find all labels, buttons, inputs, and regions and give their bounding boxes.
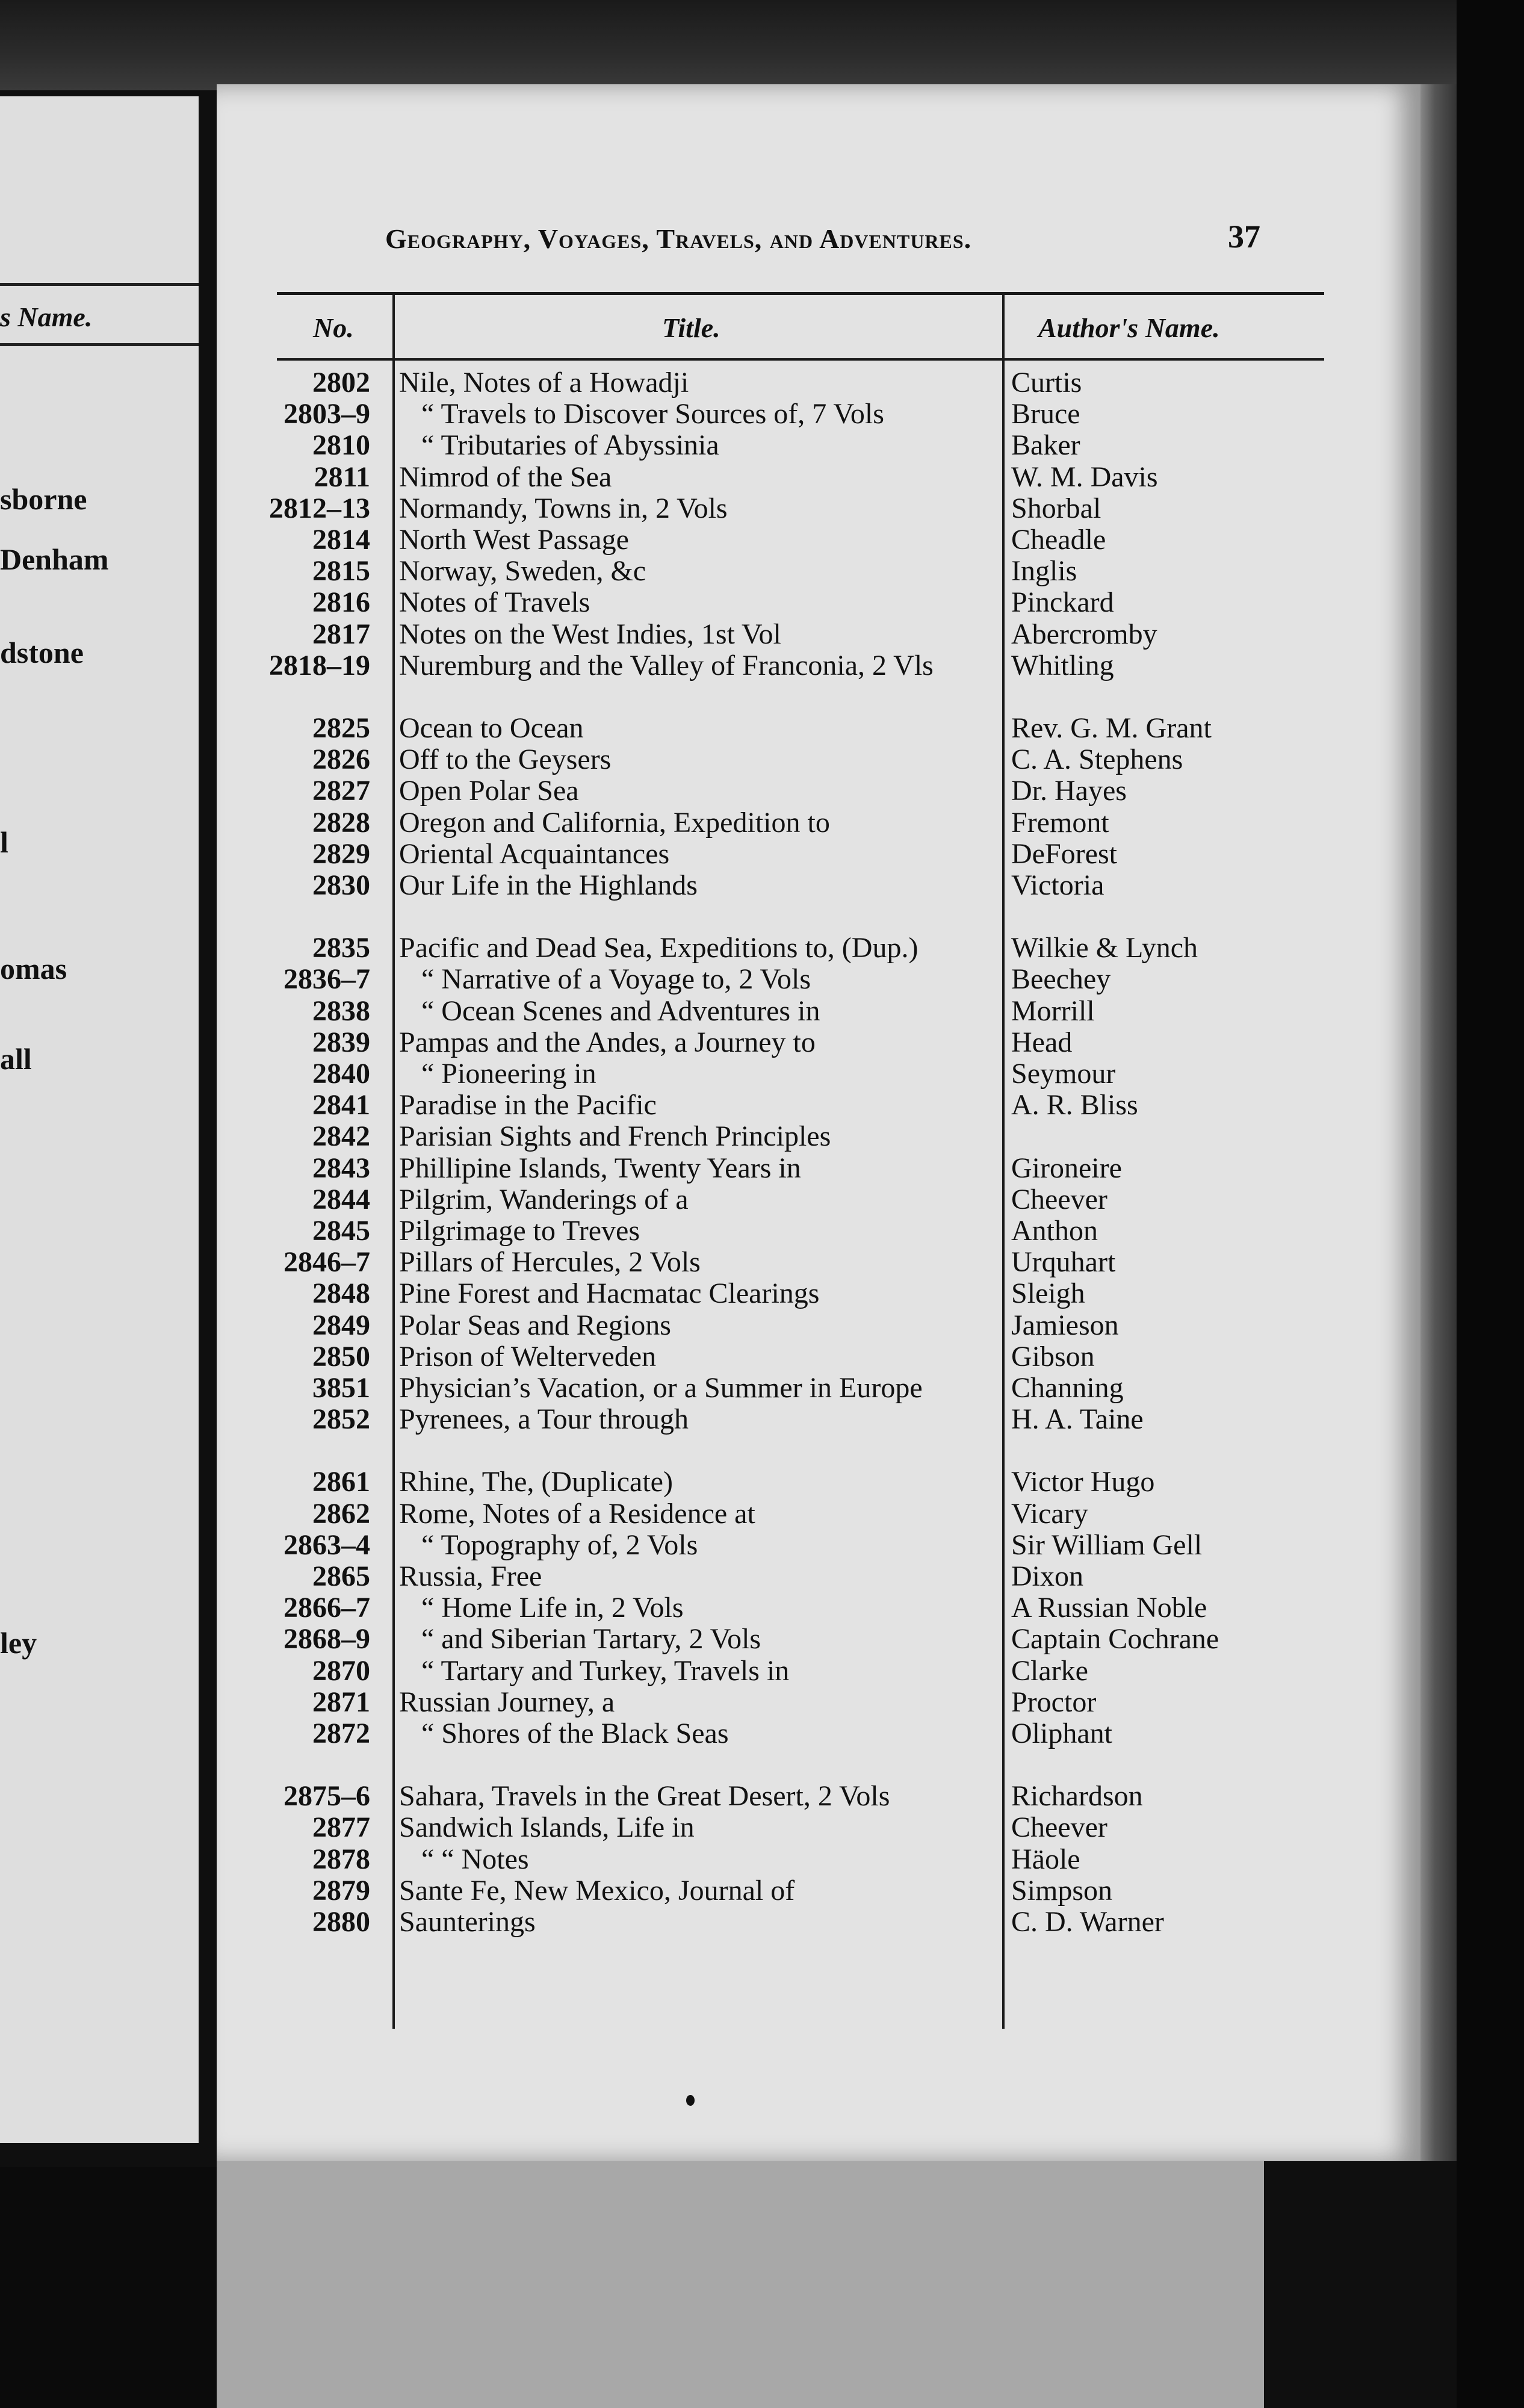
table-top-rule (277, 292, 1324, 295)
entry-title: “ Tartary and Turkey, Travels in (421, 1655, 790, 1687)
entry-number: 2810 (312, 429, 370, 461)
entry-number: 2842 (312, 1120, 370, 1152)
table-row (217, 1812, 1420, 1843)
entry-number: 2825 (312, 712, 370, 744)
entry-author: Pinckard (1011, 586, 1114, 618)
entry-title: Pilgrimage to Treves (399, 1215, 640, 1247)
entry-title: “ and Siberian Tartary, 2 Vols (421, 1623, 761, 1655)
entry-number: 2870 (312, 1655, 370, 1687)
entry-title: Norway, Sweden, &c (399, 555, 646, 587)
entry-title: Sandwich Islands, Life in (399, 1811, 695, 1843)
entry-author: Cheever (1011, 1811, 1107, 1843)
entry-author: Clarke (1011, 1655, 1088, 1687)
table-row (217, 1090, 1420, 1121)
entry-author: W. M. Davis (1011, 461, 1158, 493)
entry-title: Russia, Free (399, 1560, 542, 1592)
table-row (217, 1844, 1420, 1875)
entry-author: Curtis (1011, 367, 1082, 399)
entry-author: Seymour (1011, 1058, 1116, 1090)
entry-author: Sir William Gell (1011, 1529, 1203, 1561)
table-row (217, 399, 1420, 430)
entry-title: Sahara, Travels in the Great Desert, 2 Vols (399, 1780, 890, 1812)
entry-number: 2803–9 (283, 398, 370, 430)
entry-title: “ Tributaries of Abyssinia (421, 429, 719, 461)
facing-page-column-head: s Name. (0, 302, 93, 332)
entry-author: Shorbal (1011, 492, 1101, 524)
entry-number: 2836–7 (283, 963, 370, 995)
entry-number: 2861 (312, 1466, 370, 1498)
scan-background-top (0, 0, 1524, 90)
table-row (217, 1781, 1420, 1812)
entry-number: 2802 (312, 367, 370, 399)
entry-number: 2815 (312, 555, 370, 587)
table-row (217, 1373, 1420, 1404)
entry-title: Pampas and the Andes, a Journey to (399, 1026, 816, 1058)
entry-author: Anthon (1011, 1215, 1098, 1247)
entry-number: 2844 (312, 1184, 370, 1215)
entry-author: Head (1011, 1026, 1073, 1058)
entry-author: Oliphant (1011, 1718, 1112, 1749)
entry-author: Baker (1011, 429, 1080, 461)
entry-author: Whitling (1011, 650, 1114, 681)
entry-author: A Russian Noble (1011, 1592, 1207, 1624)
entry-title: Pillars of Hercules, 2 Vols (399, 1246, 701, 1278)
entry-author: DeForest (1011, 838, 1117, 870)
entry-author: Abercromby (1011, 618, 1157, 650)
facing-page-fragment-text: omas (0, 952, 67, 985)
entry-title: Phillipine Islands, Twenty Years in (399, 1152, 801, 1184)
entry-title: Pacific and Dead Sea, Expeditions to, (Dup.) (399, 932, 918, 964)
entry-title: “ Pioneering in (421, 1058, 596, 1090)
table-row (217, 587, 1420, 618)
catalog-page (217, 84, 1420, 2161)
entry-author: Simpson (1011, 1875, 1113, 1907)
entry-number: 3851 (312, 1372, 370, 1404)
entry-title: Nile, Notes of a Howadji (399, 367, 689, 399)
entry-title: Saunterings (399, 1906, 536, 1938)
column-head-no: No. (313, 312, 354, 343)
entry-title: Oregon and California, Expedition to (399, 807, 830, 839)
entry-number: 2866–7 (283, 1592, 370, 1624)
entry-author: Urquhart (1011, 1246, 1116, 1278)
entry-title: Rhine, The, (Duplicate) (399, 1466, 673, 1498)
table-row (217, 1404, 1420, 1435)
column-head-title: Title. (662, 312, 720, 343)
entry-author: Bruce (1011, 398, 1080, 430)
ink-spot (686, 2095, 695, 2106)
entry-author: Vicary (1011, 1498, 1088, 1530)
entry-title: Notes on the West Indies, 1st Vol (399, 618, 781, 650)
entry-author: A. R. Bliss (1011, 1089, 1138, 1121)
entry-number: 2816 (312, 586, 370, 618)
entry-title: Russian Journey, a (399, 1686, 615, 1718)
table-row (217, 1466, 1420, 1498)
table-row (217, 493, 1420, 524)
table-row (217, 430, 1420, 461)
entry-number: 2877 (312, 1811, 370, 1843)
entry-author: Fremont (1011, 807, 1109, 839)
table-row (217, 1718, 1420, 1749)
table-row (217, 556, 1420, 587)
entry-title: Rome, Notes of a Residence at (399, 1498, 755, 1530)
table-row (217, 870, 1420, 901)
entry-number: 2830 (312, 869, 370, 901)
entry-author: Cheadle (1011, 524, 1106, 556)
column-head-author: Author's Name. (1038, 312, 1220, 343)
entry-author: Captain Cochrane (1011, 1623, 1219, 1655)
entry-number: 2872 (312, 1718, 370, 1749)
table-row (217, 1278, 1420, 1309)
entry-number: 2875–6 (283, 1780, 370, 1812)
entry-author: Victoria (1011, 869, 1104, 901)
table-row (217, 807, 1420, 839)
entry-number: 2849 (312, 1309, 370, 1341)
entry-title: Polar Seas and Regions (399, 1309, 671, 1341)
entry-title: “ Narrative of a Voyage to, 2 Vols (421, 963, 811, 995)
entry-number: 2850 (312, 1341, 370, 1373)
table-row (217, 932, 1420, 964)
table-row (217, 775, 1420, 807)
entry-title: Normandy, Towns in, 2 Vols (399, 492, 728, 524)
table-row (217, 1341, 1420, 1373)
entry-title: Prison of Welterveden (399, 1341, 657, 1373)
page-number: 37 (1228, 219, 1260, 255)
facing-page-fragment-text: ley (0, 1626, 37, 1660)
entry-author: Dr. Hayes (1011, 775, 1127, 807)
entry-title: Notes of Travels (399, 586, 590, 618)
table-row (217, 839, 1420, 870)
entry-author: Rev. G. M. Grant (1011, 712, 1212, 744)
scan-background-bottom (217, 2149, 1264, 2408)
entry-number: 2811 (314, 461, 370, 493)
entry-number: 2814 (312, 524, 370, 556)
entry-number: 2880 (312, 1906, 370, 1938)
table-row (217, 1058, 1420, 1090)
table-row (217, 1624, 1420, 1655)
entry-title: “ Ocean Scenes and Adventures in (421, 995, 820, 1027)
entry-author: C. D. Warner (1011, 1906, 1164, 1938)
entry-author: Morrill (1011, 995, 1095, 1027)
entry-author: Inglis (1011, 555, 1077, 587)
entry-author: Victor Hugo (1011, 1466, 1155, 1498)
entry-number: 2829 (312, 838, 370, 870)
entry-author: Gironeire (1011, 1152, 1122, 1184)
entry-number: 2839 (312, 1026, 370, 1058)
entry-number: 2871 (312, 1686, 370, 1718)
table-row (217, 367, 1420, 399)
entry-author: Wilkie & Lynch (1011, 932, 1198, 964)
entry-number: 2841 (312, 1089, 370, 1121)
entry-title: Physician’s Vacation, or a Summer in Europe (399, 1372, 923, 1404)
entry-number: 2862 (312, 1498, 370, 1530)
table-row (217, 1498, 1420, 1530)
table-row (217, 1027, 1420, 1058)
entry-number: 2863–4 (283, 1529, 370, 1561)
entry-title: Our Life in the Highlands (399, 869, 698, 901)
entry-number: 2828 (312, 807, 370, 839)
entry-number: 2879 (312, 1875, 370, 1907)
page-edge-shadow (1420, 84, 1457, 2161)
entry-number: 2848 (312, 1277, 370, 1309)
table-row (217, 650, 1420, 681)
table-row (217, 1184, 1420, 1215)
entry-author: Beechey (1011, 963, 1111, 995)
entry-author: Gibson (1011, 1341, 1095, 1373)
table-row (217, 744, 1420, 775)
entry-title: Nimrod of the Sea (399, 461, 612, 493)
table-row (217, 1153, 1420, 1184)
table-row (217, 713, 1420, 744)
entry-author: Cheever (1011, 1184, 1107, 1215)
table-row (217, 964, 1420, 995)
entry-title: “ “ Notes (421, 1843, 529, 1875)
entry-number: 2818–19 (269, 650, 370, 681)
entry-author: Channing (1011, 1372, 1124, 1404)
entry-title: Pilgrim, Wanderings of a (399, 1184, 689, 1215)
table-row (217, 462, 1420, 493)
entry-number: 2812–13 (269, 492, 370, 524)
entry-title: Pyrenees, a Tour through (399, 1403, 689, 1435)
entry-author: Jamieson (1011, 1309, 1119, 1341)
scan-background-right (1457, 0, 1524, 2408)
entry-number: 2817 (312, 618, 370, 650)
entry-number: 2878 (312, 1843, 370, 1875)
entry-author: Häole (1011, 1843, 1080, 1875)
table-row (217, 1592, 1420, 1624)
facing-page-fragment (0, 96, 199, 2143)
facing-page-fragment-text: all (0, 1042, 32, 1076)
entry-title: “ Topography of, 2 Vols (421, 1529, 698, 1561)
entry-author: Dixon (1011, 1560, 1083, 1592)
entry-title: Ocean to Ocean (399, 712, 584, 744)
table-row (217, 1687, 1420, 1718)
entry-number: 2846–7 (283, 1246, 370, 1278)
facing-page-fragment-text: Denham (0, 542, 109, 576)
facing-page-fragment-text: l (0, 825, 8, 859)
entry-author: H. A. Taine (1011, 1403, 1144, 1435)
entry-title: Pine Forest and Hacmatac Clearings (399, 1277, 820, 1309)
entry-title: Nuremburg and the Valley of Franconia, 2 Vls (399, 650, 934, 681)
entry-number: 2843 (312, 1152, 370, 1184)
facing-page-fragment-text: sborne (0, 482, 87, 516)
entry-number: 2835 (312, 932, 370, 964)
entry-number: 2838 (312, 995, 370, 1027)
entry-number: 2868–9 (283, 1623, 370, 1655)
entry-title: “ Shores of the Black Seas (421, 1718, 729, 1749)
table-row (217, 1530, 1420, 1561)
entry-number: 2865 (312, 1560, 370, 1592)
table-row (217, 524, 1420, 556)
facing-page-fragment-text: dstone (0, 636, 84, 669)
facing-page-rule-head (0, 343, 199, 346)
entry-number: 2827 (312, 775, 370, 807)
table-row (217, 1121, 1420, 1152)
entry-number: 2840 (312, 1058, 370, 1090)
table-row (217, 1875, 1420, 1907)
table-row (217, 1215, 1420, 1247)
scan-background-bottom-left (0, 2167, 217, 2408)
table-row (217, 619, 1420, 650)
table-row (217, 1247, 1420, 1278)
entry-number: 2852 (312, 1403, 370, 1435)
table-row (217, 1561, 1420, 1592)
entry-title: Sante Fe, New Mexico, Journal of (399, 1875, 795, 1907)
entry-title: Paradise in the Pacific (399, 1089, 657, 1121)
entry-title: Parisian Sights and French Principles (399, 1120, 831, 1152)
entry-title: Open Polar Sea (399, 775, 579, 807)
entry-title: Oriental Acquaintances (399, 838, 670, 870)
table-row (217, 996, 1420, 1027)
entry-author: Sleigh (1011, 1277, 1085, 1309)
entry-author: Proctor (1011, 1686, 1097, 1718)
entry-author: C. A. Stephens (1011, 743, 1183, 775)
entry-number: 2826 (312, 743, 370, 775)
entry-author: Richardson (1011, 1780, 1143, 1812)
facing-page-rule-top (0, 283, 199, 286)
entry-title: “ Home Life in, 2 Vols (421, 1592, 684, 1624)
table-row (217, 1310, 1420, 1341)
entry-title: Off to the Geysers (399, 743, 612, 775)
table-row (217, 1656, 1420, 1687)
running-head: Geography, Voyages, Travels, and Adventures. (385, 223, 972, 254)
entry-title: “ Travels to Discover Sources of, 7 Vols (421, 398, 884, 430)
entry-number: 2845 (312, 1215, 370, 1247)
table-header-rule (277, 358, 1324, 361)
table-row (217, 1907, 1420, 1938)
entry-title: North West Passage (399, 524, 629, 556)
